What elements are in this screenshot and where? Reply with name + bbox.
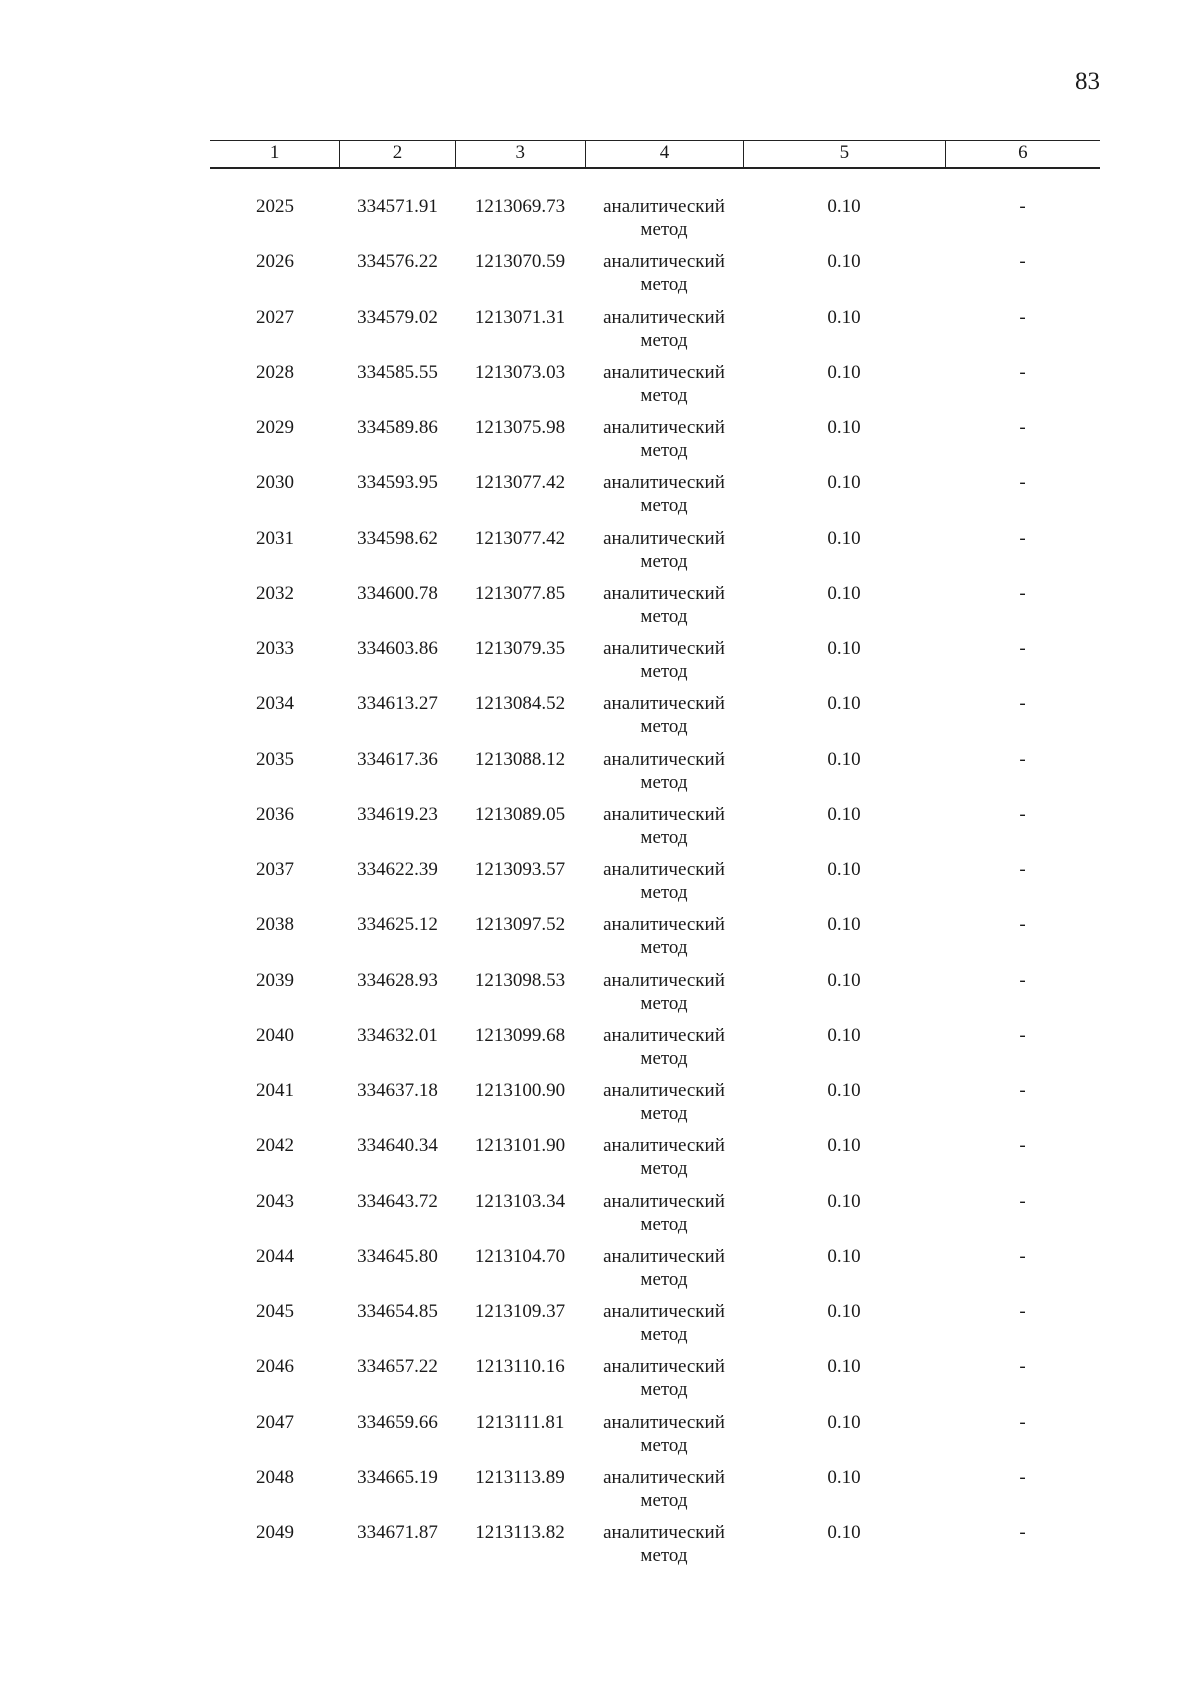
note-cell: - [1019,527,1026,549]
note-cell: - [1019,969,1026,991]
method-line-1: аналитический [603,582,725,604]
note-cell: - [1019,1245,1026,1267]
method-line-1: аналитический [603,1245,725,1267]
note-cell: - [1019,1080,1026,1101]
method-line-1: аналитический [603,1522,725,1543]
x-coordinate-cell: 334632.01 [357,1024,438,1046]
method-cell [585,1079,743,1134]
column-header-1: 1 [269,142,280,163]
y-coordinate-cell: 1213089.05 [474,803,566,825]
x-coordinate-cell: 334617.36 [357,748,438,770]
method-line-2: метод [640,937,688,959]
point-number-cell: 2027 [256,306,294,328]
method-line-1: аналитический [603,1411,725,1433]
accuracy-cell: 0.10 [827,417,861,438]
method-line-1: аналитический [603,527,725,549]
accuracy-cell: 0.10 [827,693,861,715]
y-coordinate-cell: 1213098.53 [474,969,566,991]
accuracy-cell: 0.10 [827,1301,861,1322]
method-cell [585,1521,743,1576]
table-row [210,969,1100,1024]
method-line-1: аналитический [603,748,725,770]
method-cell [585,858,743,913]
accuracy-cell: 0.10 [827,1466,861,1488]
table-row [210,1024,1100,1079]
method-line-2: метод [640,329,688,351]
accuracy-cell: 0.10 [827,638,861,659]
accuracy-cell: 0.10 [827,361,861,383]
point-number-cell: 2029 [256,417,294,438]
method-line-1: аналитический [603,1024,725,1046]
x-coordinate-cell: 334585.55 [357,361,438,383]
method-line-2: метод [640,1434,688,1456]
accuracy-cell: 0.10 [827,1135,861,1157]
y-coordinate-cell: 1213069.73 [474,196,566,217]
method-cell [585,692,743,747]
table-row [210,692,1100,747]
note-cell: - [1019,1356,1026,1378]
method-line-1: аналитический [603,1466,725,1488]
note-cell: - [1019,472,1026,494]
method-line-1: аналитический [603,1135,725,1157]
note-cell: - [1019,1024,1026,1046]
x-coordinate-cell: 334645.80 [357,1245,438,1267]
note-cell: - [1019,1190,1026,1212]
accuracy-cell: 0.10 [827,196,861,217]
accuracy-cell: 0.10 [827,1190,861,1212]
point-number-cell: 2047 [256,1411,294,1433]
x-coordinate-cell: 334622.39 [357,859,438,880]
accuracy-cell: 0.10 [827,1411,861,1433]
table-row [210,1300,1100,1355]
method-line-2: метод [640,661,688,682]
y-coordinate-cell: 1213077.85 [474,582,566,604]
note-cell: - [1019,417,1026,438]
x-coordinate-cell: 334571.91 [357,196,438,217]
y-coordinate-cell: 1213101.90 [474,1135,566,1157]
accuracy-cell: 0.10 [827,582,861,604]
table-row [210,1190,1100,1245]
point-number-cell: 2032 [256,582,294,604]
table-row [210,858,1100,913]
y-coordinate-cell: 1213079.35 [474,638,566,659]
method-line-1: аналитический [603,196,725,217]
method-line-2: метод [640,882,688,903]
method-cell [585,1300,743,1355]
method-line-2: метод [640,1545,688,1566]
y-coordinate-cell: 1213097.52 [474,914,566,936]
note-cell: - [1019,1466,1026,1488]
method-line-2: метод [640,605,688,627]
y-coordinate-cell: 1213088.12 [474,748,566,770]
accuracy-cell: 0.10 [827,914,861,936]
method-line-2: метод [640,1158,688,1180]
method-cell [585,1466,743,1521]
accuracy-cell: 0.10 [827,969,861,991]
method-cell [585,416,743,471]
note-cell: - [1019,693,1026,715]
table-row [210,527,1100,582]
method-line-2: метод [640,1268,688,1290]
y-coordinate-cell: 1213099.68 [474,1024,566,1046]
method-line-1: аналитический [603,251,725,273]
y-coordinate-cell: 1213110.16 [475,1356,565,1378]
point-number-cell: 2048 [256,1466,294,1488]
table-row [210,250,1100,305]
method-line-2: метод [640,440,688,461]
note-cell: - [1019,638,1026,659]
x-coordinate-cell: 334637.18 [357,1080,438,1101]
x-coordinate-cell: 334589.86 [357,417,438,438]
point-number-cell: 2043 [256,1190,294,1212]
method-cell [585,969,743,1024]
y-coordinate-cell: 1213071.31 [474,306,566,328]
point-number-cell: 2035 [256,748,294,770]
y-coordinate-cell: 1213077.42 [474,527,566,549]
note-cell: - [1019,859,1026,880]
method-cell [585,471,743,526]
point-number-cell: 2049 [256,1522,294,1543]
method-cell [585,913,743,968]
column-header-2: 2 [339,141,454,167]
table-row [210,1245,1100,1300]
point-number-cell: 2040 [256,1024,294,1046]
method-line-1: аналитический [603,361,725,383]
note-cell: - [1019,748,1026,770]
point-number-cell: 2034 [256,693,294,715]
table-row [210,803,1100,858]
x-coordinate-cell: 334640.34 [357,1135,438,1157]
y-coordinate-cell: 1213100.90 [474,1080,566,1101]
x-coordinate-cell: 334671.87 [357,1522,438,1543]
method-line-2: метод [640,1324,688,1345]
column-header-3: 3 [455,141,585,167]
coordinates-table [210,140,1100,1576]
method-line-1: аналитический [603,859,725,880]
point-number-cell: 2025 [256,196,294,217]
method-line-2: метод [640,1213,688,1235]
x-coordinate-cell: 334659.66 [357,1411,438,1433]
method-line-2: метод [640,274,688,296]
method-cell [585,637,743,692]
point-number-cell: 2042 [256,1135,294,1157]
method-line-1: аналитический [603,417,725,438]
table-row [210,361,1100,416]
x-coordinate-cell: 334579.02 [357,306,438,328]
table-row [210,748,1100,803]
table-row [210,1134,1100,1189]
table-row [210,1411,1100,1466]
y-coordinate-cell: 1213113.82 [475,1522,565,1543]
x-coordinate-cell: 334665.19 [357,1466,438,1488]
method-cell [585,527,743,582]
method-line-1: аналитический [603,1190,725,1212]
x-coordinate-cell: 334657.22 [357,1356,438,1378]
table-row [210,195,1100,250]
point-number-cell: 2026 [256,251,294,273]
column-header-6: 6 [945,141,1100,167]
method-cell [585,306,743,361]
point-number-cell: 2037 [256,859,294,880]
y-coordinate-cell: 1213111.81 [475,1411,565,1433]
method-line-2: метод [640,495,688,517]
method-cell [585,1245,743,1300]
method-line-2: метод [640,1047,688,1069]
column-header-5: 5 [743,141,945,167]
accuracy-cell: 0.10 [827,251,861,273]
point-number-cell: 2045 [256,1301,294,1322]
method-line-2: метод [640,826,688,848]
x-coordinate-cell: 334600.78 [357,582,438,604]
note-cell: - [1019,803,1026,825]
method-line-1: аналитический [603,693,725,715]
accuracy-cell: 0.10 [827,1245,861,1267]
x-coordinate-cell: 334603.86 [357,638,438,659]
method-line-1: аналитический [603,1356,725,1378]
accuracy-cell: 0.10 [827,1024,861,1046]
y-coordinate-cell: 1213109.37 [474,1301,566,1322]
note-cell: - [1019,361,1026,383]
method-line-2: метод [640,384,688,406]
method-line-1: аналитический [603,472,725,494]
method-line-1: аналитический [603,969,725,991]
method-line-2: метод [640,1379,688,1401]
point-number-cell: 2041 [256,1080,294,1101]
y-coordinate-cell: 1213077.42 [474,472,566,494]
method-line-1: аналитический [603,1080,725,1101]
table-row [210,416,1100,471]
accuracy-cell: 0.10 [827,1522,861,1543]
y-coordinate-cell: 1213084.52 [474,693,566,715]
method-line-2: метод [640,219,688,240]
note-cell: - [1019,1522,1026,1543]
note-cell: - [1019,914,1026,936]
point-number-cell: 2039 [256,969,294,991]
table-row [210,1355,1100,1410]
accuracy-cell: 0.10 [827,1080,861,1101]
note-cell: - [1019,1135,1026,1157]
x-coordinate-cell: 334654.85 [357,1301,438,1322]
y-coordinate-cell: 1213104.70 [474,1245,566,1267]
x-coordinate-cell: 334619.23 [357,803,438,825]
method-line-1: аналитический [603,914,725,936]
column-header-4: 4 [585,141,743,167]
x-coordinate-cell: 334628.93 [357,969,438,991]
note-cell: - [1019,1301,1026,1322]
method-line-2: метод [640,716,688,738]
point-number-cell: 2036 [256,803,294,825]
accuracy-cell: 0.10 [827,306,861,328]
method-line-2: метод [640,992,688,1014]
x-coordinate-cell: 334625.12 [357,914,438,936]
note-cell: - [1019,582,1026,604]
table-row [210,1079,1100,1134]
note-cell: - [1019,306,1026,328]
table-row [210,306,1100,361]
method-cell [585,1411,743,1466]
method-cell [585,195,743,250]
x-coordinate-cell: 334593.95 [357,472,438,494]
method-cell [585,1190,743,1245]
table-row [210,637,1100,692]
table-row [210,1466,1100,1521]
table-row [210,1521,1100,1576]
method-line-1: аналитический [603,306,725,328]
x-coordinate-cell: 334643.72 [357,1190,438,1212]
y-coordinate-cell: 1213093.57 [474,859,566,880]
point-number-cell: 2028 [256,361,294,383]
y-coordinate-cell: 1213070.59 [474,251,566,273]
x-coordinate-cell: 334576.22 [357,251,438,273]
accuracy-cell: 0.10 [827,803,861,825]
table-row [210,471,1100,526]
method-cell [585,250,743,305]
accuracy-cell: 0.10 [827,859,861,880]
point-number-cell: 2044 [256,1245,294,1267]
note-cell: - [1019,196,1026,217]
y-coordinate-cell: 1213075.98 [474,417,566,438]
x-coordinate-cell: 334613.27 [357,693,438,715]
method-line-1: аналитический [603,638,725,659]
note-cell: - [1019,1411,1026,1433]
method-line-2: метод [640,550,688,572]
accuracy-cell: 0.10 [827,527,861,549]
table-row [210,582,1100,637]
method-line-1: аналитический [603,803,725,825]
method-cell [585,1355,743,1410]
method-cell [585,361,743,416]
point-number-cell: 2033 [256,638,294,659]
method-cell [585,582,743,637]
point-number-cell: 2038 [256,914,294,936]
y-coordinate-cell: 1213113.89 [475,1466,565,1488]
method-line-2: метод [640,1489,688,1511]
method-cell [585,1024,743,1079]
table-header-row [210,140,1100,169]
method-line-2: метод [640,771,688,793]
method-cell [585,1134,743,1189]
method-cell [585,748,743,803]
accuracy-cell: 0.10 [827,472,861,494]
accuracy-cell: 0.10 [827,1356,861,1378]
method-cell [585,803,743,858]
method-line-2: метод [640,1103,688,1124]
accuracy-cell: 0.10 [827,748,861,770]
table-row [210,913,1100,968]
table-body [210,195,1100,1576]
point-number-cell: 2046 [256,1356,294,1378]
point-number-cell: 2031 [256,527,294,549]
method-line-1: аналитический [603,1301,725,1322]
x-coordinate-cell: 334598.62 [357,527,438,549]
page-number: 83 [1075,68,1100,95]
point-number-cell: 2030 [256,472,294,494]
y-coordinate-cell: 1213103.34 [474,1190,566,1212]
note-cell: - [1019,251,1026,273]
y-coordinate-cell: 1213073.03 [474,361,566,383]
